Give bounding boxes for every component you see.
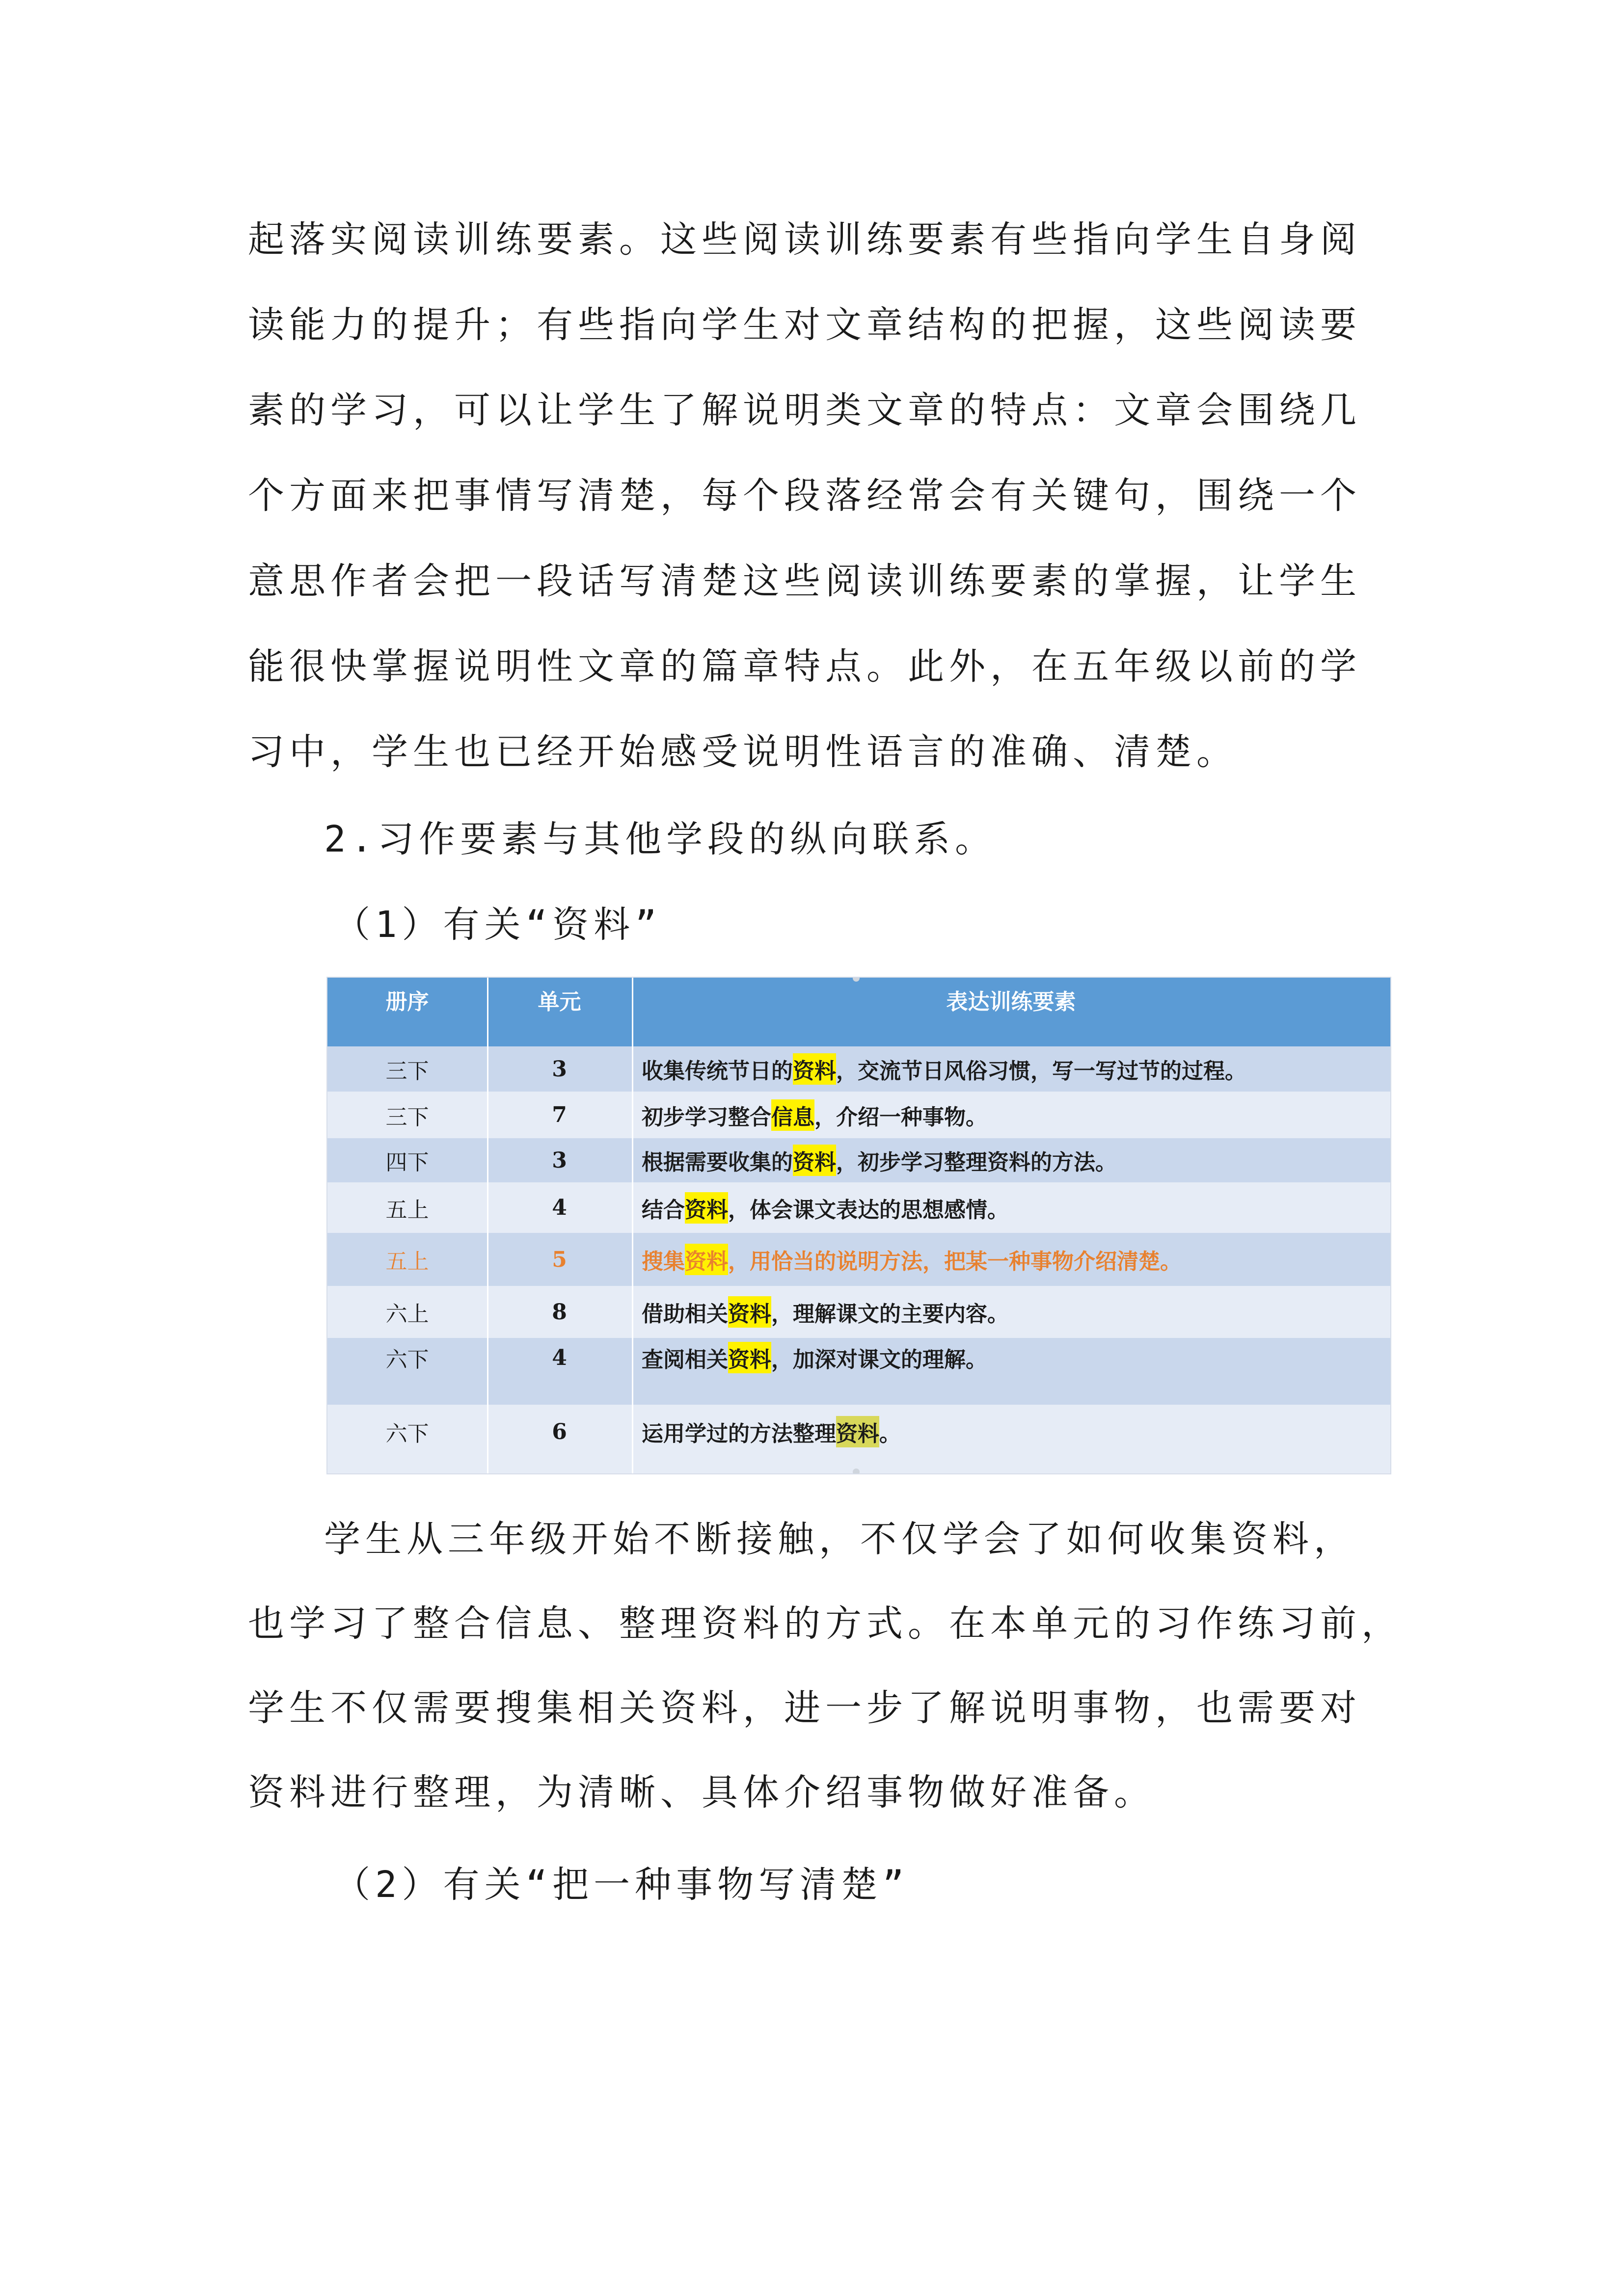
resize-handle-dot xyxy=(853,1468,860,1474)
header-elements: 表达训练要素 xyxy=(946,989,1076,1015)
paragraph-line: 学生从三年级开始不断接触，不仅学会了如何收集资料， xyxy=(324,1518,1355,1560)
column-divider xyxy=(487,978,488,1473)
cell-grade: 六上 xyxy=(385,1302,429,1327)
cell-unit: 4 xyxy=(552,1195,567,1220)
cell-grade: 四下 xyxy=(385,1150,429,1175)
cell-elements: 借助相关 资料 ，理解课文的主要内容。 xyxy=(642,1286,1383,1338)
header-grade: 册序 xyxy=(385,989,429,1015)
cell-unit: 4 xyxy=(552,1345,567,1370)
keyword-highlight: 信息 xyxy=(771,1099,814,1131)
cell-unit: 5 xyxy=(552,1247,567,1272)
keyword-highlight: 资料 xyxy=(793,1145,836,1176)
cell-elements: 初步学习整合 信息 ，介绍一种事物。 xyxy=(642,1092,1383,1138)
column-divider xyxy=(632,978,633,1473)
cell-unit: 3 xyxy=(552,1148,567,1173)
cell-grade: 三下 xyxy=(385,1104,429,1130)
paragraph-line: 素的学习，可以让学生了解说明类文章的特点：文章会围绕几 xyxy=(248,389,1361,431)
keyword-highlight: 资料 xyxy=(793,1053,836,1085)
keyword-highlight: 资料 xyxy=(685,1192,728,1224)
paragraph-line: 个方面来把事情写清楚，每个段落经常会有关键句，围绕一个 xyxy=(248,475,1361,517)
paragraph-line: 也学习了整合信息、整理资料的方式。在本单元的习作练习前， xyxy=(248,1602,1403,1645)
cell-unit: 3 xyxy=(552,1056,567,1082)
cell-unit: 7 xyxy=(552,1102,567,1127)
paragraph-line: 资料进行整理，为清晰、具体介绍事物做好准备。 xyxy=(248,1771,1155,1814)
cell-elements: 收集传统节日的 资料 ，交流节日风俗习惯，写一写过节的过程。 xyxy=(642,1046,1383,1092)
keyword-highlight: 资料 xyxy=(728,1296,771,1328)
cell-grade: 六下 xyxy=(385,1347,429,1372)
paragraph-line: 学生不仅需要搜集相关资料，进一步了解说明事物，也需要对 xyxy=(248,1687,1361,1729)
cell-elements: 查阅相关 资料 ，加深对课文的理解。 xyxy=(642,1338,1383,1377)
cell-grade: 三下 xyxy=(385,1059,429,1084)
paragraph-line: 能很快掌握说明性文章的篇章特点。此外，在五年级以前的学 xyxy=(248,645,1361,688)
cell-grade: 五上 xyxy=(385,1249,429,1274)
keyword-highlight: 资料 xyxy=(836,1416,879,1447)
paragraph-line: 读能力的提升；有些指向学生对文章结构的把握，这些阅读要 xyxy=(248,304,1361,346)
elements-table xyxy=(326,977,1391,1474)
cell-unit: 6 xyxy=(552,1419,567,1444)
cell-grade: 五上 xyxy=(385,1197,429,1223)
cell-grade: 六下 xyxy=(385,1421,429,1446)
cell-elements: 结合 资料 ，体会课文表达的思想感情。 xyxy=(642,1182,1383,1233)
paragraph-line: 习中，学生也已经开始感受说明性语言的准确、清楚。 xyxy=(248,731,1238,773)
paragraph-line: 意思作者会把一段话写清楚这些阅读训练要素的掌握，让学生 xyxy=(248,560,1361,602)
keyword-highlight: 资料 xyxy=(685,1244,728,1275)
cell-elements: 搜集 资料 ，用恰当的说明方法，把某一种事物介绍清楚。 xyxy=(642,1233,1383,1286)
paragraph-line: 起落实阅读训练要素。这些阅读训练要素有些指向学生自身阅 xyxy=(248,218,1361,261)
cell-elements: 运用学过的方法整理 资料 。 xyxy=(642,1405,1383,1459)
section-heading: 2.习作要素与其他学段的纵向联系。 xyxy=(324,818,997,860)
header-unit: 单元 xyxy=(538,989,581,1015)
subsection-heading: （2）有关“把一种事物写清楚” xyxy=(334,1864,909,1906)
subsection-heading: （1）有关“资料” xyxy=(334,904,662,946)
cell-elements: 根据需要收集的 资料 ，初步学习整理资料的方法。 xyxy=(642,1138,1383,1182)
cell-unit: 8 xyxy=(552,1299,567,1325)
keyword-highlight: 资料 xyxy=(728,1342,771,1373)
